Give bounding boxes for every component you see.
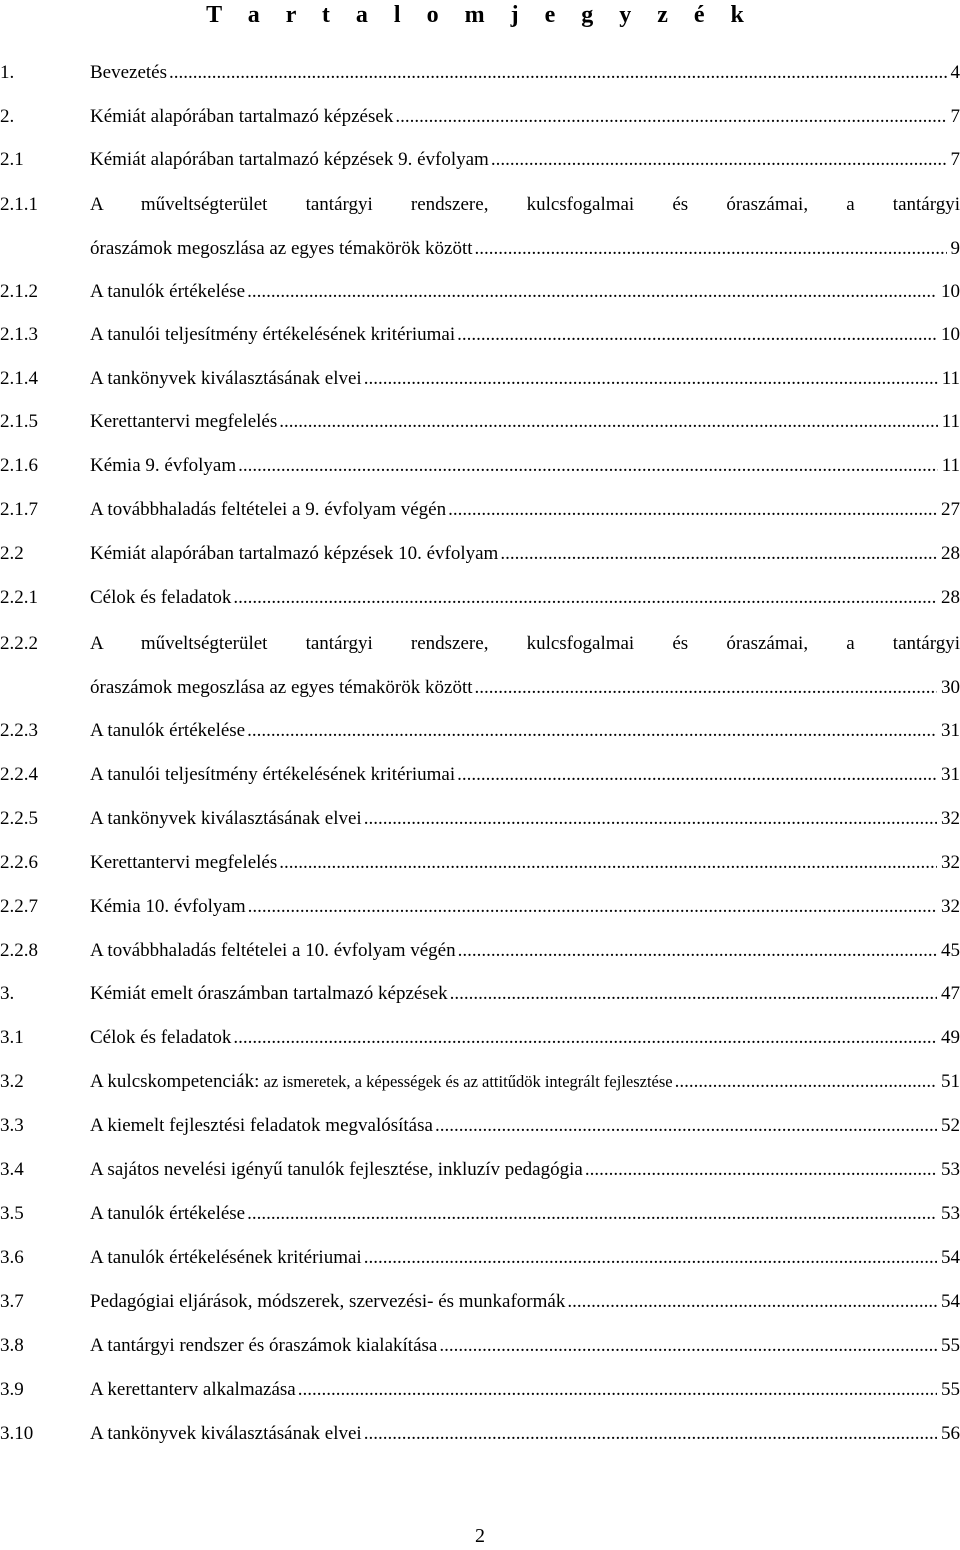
toc-entry-title <box>90 1377 298 1403</box>
toc-entry-title-text: Pedagógiai eljárások, módszerek, szervezési- és munkaformák <box>90 1291 566 1312</box>
toc-entry-title-text: A tankönyvek kiválasztásának elvei <box>90 1423 362 1444</box>
toc-dot-leader <box>364 366 938 392</box>
toc-entry-title-text: A tankönyvek kiválasztásának elvei <box>90 808 362 829</box>
toc-entry-title <box>90 1069 675 1095</box>
toc-entry-page: 10 <box>941 281 960 302</box>
toc-entry-title <box>90 1113 435 1139</box>
toc-entry-title-text: A továbbhaladás feltételei a 10. évfolyam végén <box>90 940 456 961</box>
toc-entry-title <box>90 1201 247 1227</box>
toc-entry-title <box>90 409 279 435</box>
toc-entry-title <box>90 104 395 130</box>
toc-entry-title <box>90 541 500 567</box>
toc-entry-number: 2.2.4 <box>0 764 38 785</box>
toc-entry-title-text: A tanulói teljesítmény értékelésének kritériumai <box>90 764 456 785</box>
toc-dot-leader <box>585 1157 937 1183</box>
toc-entry-line-2 <box>90 675 960 701</box>
toc-entry-page: 54 <box>941 1291 960 1312</box>
toc-entry-page: 55 <box>941 1335 960 1356</box>
toc-entry-title <box>90 453 238 479</box>
toc-entry-number: 2.1.2 <box>0 281 38 302</box>
toc-entry-body <box>90 718 960 744</box>
toc-entry-title <box>90 1245 364 1271</box>
toc-entry-page: 53 <box>941 1159 960 1180</box>
toc-entry-number: 2. <box>0 106 15 127</box>
toc-entry-page: 32 <box>941 896 960 917</box>
toc-dot-leader <box>500 541 937 567</box>
toc-entry-number: 3.2 <box>0 1071 24 1092</box>
toc-entry-page: 53 <box>941 1203 960 1224</box>
toc-entry-title-text: Kémiát alapórában tartalmazó képzések 9. évfolyam <box>90 149 489 170</box>
toc-dot-leader <box>458 938 937 964</box>
toc-entry-body <box>90 453 960 479</box>
toc-dot-leader <box>448 497 937 523</box>
toc-entry-title <box>90 762 457 788</box>
toc-entry-page: 7 <box>950 106 960 127</box>
toc-entry-title <box>90 1157 585 1183</box>
toc-entry-title-text: Kémiát alapórában tartalmazó képzések <box>90 106 394 127</box>
toc-entry-page: 10 <box>941 324 960 345</box>
toc-entry-title <box>90 1333 439 1359</box>
toc-entry-number: 2.1.1 <box>0 194 38 215</box>
toc-entry-page: 56 <box>941 1423 960 1444</box>
toc-entry-title-text: Kémia 9. évfolyam <box>90 455 237 476</box>
toc-entry-page: 49 <box>941 1027 960 1048</box>
toc-entry-page: 7 <box>950 149 960 170</box>
toc-entry-title-text: A tanulók értékelésének kritériumai <box>90 1247 362 1268</box>
toc-entry-body <box>90 1113 960 1139</box>
toc-dot-leader <box>279 409 937 435</box>
toc-dot-leader <box>435 1113 937 1139</box>
toc-entry-title <box>90 806 364 832</box>
toc-entry-page: 28 <box>941 587 960 608</box>
toc-entry-body <box>90 850 960 876</box>
toc-entry-number: 2.2 <box>0 543 24 564</box>
toc-entry-body <box>90 147 960 173</box>
toc-entry-title-text: Célok és feladatok <box>90 587 232 608</box>
toc-entry-title <box>90 60 169 86</box>
toc-entry-body <box>90 806 960 832</box>
toc-entry-title <box>90 147 491 173</box>
toc-entry-title: A műveltségterület tantárgyi rendszere, kulcsfogalmai és óraszámai, a tantárgyi <box>90 633 960 654</box>
toc-dot-leader <box>450 981 937 1007</box>
toc-entry-number: 3.4 <box>0 1159 24 1180</box>
toc-dot-leader <box>364 806 937 832</box>
toc-dot-leader <box>279 850 937 876</box>
toc-entry-title-text: A tanulók értékelése <box>90 1203 246 1224</box>
toc-entry-page: 31 <box>941 720 960 741</box>
toc-entry-title <box>90 894 248 920</box>
toc-entry-body <box>90 1333 960 1359</box>
toc-entry-number: 2.2.5 <box>0 808 38 829</box>
toc-entry-body <box>90 366 960 392</box>
toc-entry-number: 3.3 <box>0 1115 24 1136</box>
toc-entry-body <box>90 1421 960 1447</box>
toc-entry-page: 31 <box>941 764 960 785</box>
toc-entry-number: 2.2.1 <box>0 587 38 608</box>
toc-dot-leader <box>247 1201 937 1227</box>
toc-entry-body <box>90 409 960 435</box>
toc-entry-body <box>90 60 960 86</box>
toc-entry-title-text: Kémiát alapórában tartalmazó képzések 10. évfolyam <box>90 543 499 564</box>
toc-entry-page: 55 <box>941 1379 960 1400</box>
toc-dot-leader <box>233 1025 937 1051</box>
toc-dot-leader <box>298 1377 937 1403</box>
toc-entry-title-text: A kiemelt fejlesztési feladatok megvalósítása <box>90 1115 433 1136</box>
toc-dot-leader <box>491 147 947 173</box>
toc-entry-title: A műveltségterület tantárgyi rendszere, kulcsfogalmai és óraszámai, a tantárgyi <box>90 194 960 215</box>
toc-entry-title-text: A tantárgyi rendszer és óraszámok kialakítása <box>90 1335 438 1356</box>
toc-dot-leader <box>248 894 937 920</box>
toc-entry-body <box>90 279 960 305</box>
toc-dot-leader <box>395 104 946 130</box>
toc-entry-page: 28 <box>941 543 960 564</box>
toc-entry-title-text: Célok és feladatok <box>90 1027 232 1048</box>
toc-entry-title-text: A kerettanterv alkalmazása <box>90 1379 296 1400</box>
toc-entry-title-text: Kémia 10. évfolyam <box>90 896 246 917</box>
toc-entry-title <box>90 497 448 523</box>
toc-entry-line-1 <box>90 192 960 218</box>
toc-entry-page: 27 <box>941 499 960 520</box>
toc-entry-page: 4 <box>950 62 960 83</box>
toc-entry-number: 3. <box>0 983 15 1004</box>
toc-entry-number: 3.7 <box>0 1291 24 1312</box>
toc-entry-page: 54 <box>941 1247 960 1268</box>
toc-dot-leader <box>457 322 937 348</box>
toc-dot-leader <box>675 1069 937 1095</box>
toc-dot-leader <box>475 236 947 262</box>
toc-entry-number: 1. <box>0 62 15 83</box>
toc-entry-page: 30 <box>941 677 960 698</box>
toc-dot-leader <box>567 1289 937 1315</box>
toc-entry-title-text: A sajátos nevelési igényű tanulók fejlesztése, inkluzív pedagógia <box>90 1159 583 1180</box>
toc-entry-body <box>90 938 960 964</box>
toc-entry-body <box>90 1069 960 1095</box>
toc-entry-title-continued: óraszámok megoszlása az egyes témakörök között <box>90 238 473 259</box>
toc-entry-number: 2.1.4 <box>0 368 38 389</box>
toc-entry-body <box>90 1377 960 1403</box>
toc-entry-title <box>90 1421 364 1447</box>
toc-entry-title-text: A kulcskompetenciák: <box>90 1071 260 1092</box>
toc-entry-title-text: A tanulók értékelése <box>90 281 246 302</box>
toc-entry-number: 3.1 <box>0 1027 24 1048</box>
toc-entry-title-text: Kerettantervi megfelelés <box>90 411 278 432</box>
toc-entry-title-subtext: az ismeretek, a képességek és az attitűdök integrált fejlesztése <box>259 1072 673 1091</box>
toc-entry-number: 2.1 <box>0 149 24 170</box>
toc-dot-leader <box>233 585 937 611</box>
toc-entry-number: 2.2.3 <box>0 720 38 741</box>
toc-entry-page: 11 <box>941 368 960 389</box>
toc-dot-leader <box>364 1421 937 1447</box>
toc-entry-number: 3.5 <box>0 1203 24 1224</box>
toc-entry-body <box>90 1025 960 1051</box>
toc-entry-body <box>90 762 960 788</box>
toc-entry-page: 32 <box>941 852 960 873</box>
toc-entry-page: 11 <box>941 455 960 476</box>
toc-entry-title <box>90 981 450 1007</box>
toc-entry-body <box>90 322 960 348</box>
toc-dot-leader <box>475 675 938 701</box>
toc-entry-number: 2.2.2 <box>0 633 38 654</box>
toc-entry-number: 2.1.3 <box>0 324 38 345</box>
toc-entry-page: 11 <box>941 411 960 432</box>
toc-entry-number: 2.1.6 <box>0 455 38 476</box>
toc-dot-leader <box>247 718 937 744</box>
toc-entry-title <box>90 1025 233 1051</box>
toc-entry-title-continued: óraszámok megoszlása az egyes témakörök között <box>90 677 473 698</box>
toc-entry-page: 32 <box>941 808 960 829</box>
toc-entry-number: 2.2.8 <box>0 940 38 961</box>
page-number: 2 <box>475 1525 485 1547</box>
toc-entry-page: 45 <box>941 940 960 961</box>
toc-dot-leader <box>169 60 946 86</box>
toc-entry-body <box>90 631 960 701</box>
toc-entry-body <box>90 1289 960 1315</box>
toc-entry-body <box>90 585 960 611</box>
toc-entry-body <box>90 104 960 130</box>
toc-entry-title <box>90 585 233 611</box>
toc-dot-leader <box>439 1333 937 1359</box>
toc-dot-leader <box>238 453 938 479</box>
toc-dot-leader <box>364 1245 937 1271</box>
toc-entry-number: 2.1.5 <box>0 411 38 432</box>
toc-entry-number: 3.8 <box>0 1335 24 1356</box>
toc-entry-title <box>90 1289 567 1315</box>
toc-entry-body <box>90 894 960 920</box>
toc-entry-body <box>90 192 960 262</box>
toc-entry-body <box>90 497 960 523</box>
toc-title: T a r t a l o m j e g y z é k <box>206 2 754 28</box>
toc-entry-page: 9 <box>950 238 960 259</box>
toc-entry-body <box>90 981 960 1007</box>
toc-entry-body <box>90 541 960 567</box>
toc-entry-body <box>90 1245 960 1271</box>
toc-dot-leader <box>457 762 937 788</box>
toc-entry-title <box>90 850 279 876</box>
toc-entry-title-text: Bevezetés <box>90 62 168 83</box>
toc-entry-number: 3.6 <box>0 1247 24 1268</box>
toc-entry-number: 2.1.7 <box>0 499 38 520</box>
toc-entry-title-text: Kerettantervi megfelelés <box>90 852 278 873</box>
toc-entry-page: 51 <box>941 1071 960 1092</box>
toc-entry-number: 2.2.6 <box>0 852 38 873</box>
toc-entry-title-text: A tanulók értékelése <box>90 720 246 741</box>
toc-entry-title-text: A tankönyvek kiválasztásának elvei <box>90 368 362 389</box>
toc-entry-title-text: A tanulói teljesítmény értékelésének kritériumai <box>90 324 456 345</box>
toc-entry-title-text: Kémiát emelt óraszámban tartalmazó képzések <box>90 983 448 1004</box>
toc-entry-body <box>90 1157 960 1183</box>
toc-entry-page: 52 <box>941 1115 960 1136</box>
toc-entry-line-2 <box>90 236 960 262</box>
toc-entry-number: 3.10 <box>0 1423 34 1444</box>
toc-dot-leader <box>247 279 937 305</box>
toc-entry-title <box>90 322 457 348</box>
toc-entry-page: 47 <box>941 983 960 1004</box>
toc-entry-line-1 <box>90 631 960 657</box>
toc-entry-number: 2.2.7 <box>0 896 38 917</box>
toc-entry-number: 3.9 <box>0 1379 24 1400</box>
toc-entry-title-text: A továbbhaladás feltételei a 9. évfolyam végén <box>90 499 447 520</box>
toc-entry-title <box>90 279 247 305</box>
toc-entry-title <box>90 718 247 744</box>
toc-entry-body <box>90 1201 960 1227</box>
toc-entry-title <box>90 366 364 392</box>
toc-entry-title <box>90 938 458 964</box>
